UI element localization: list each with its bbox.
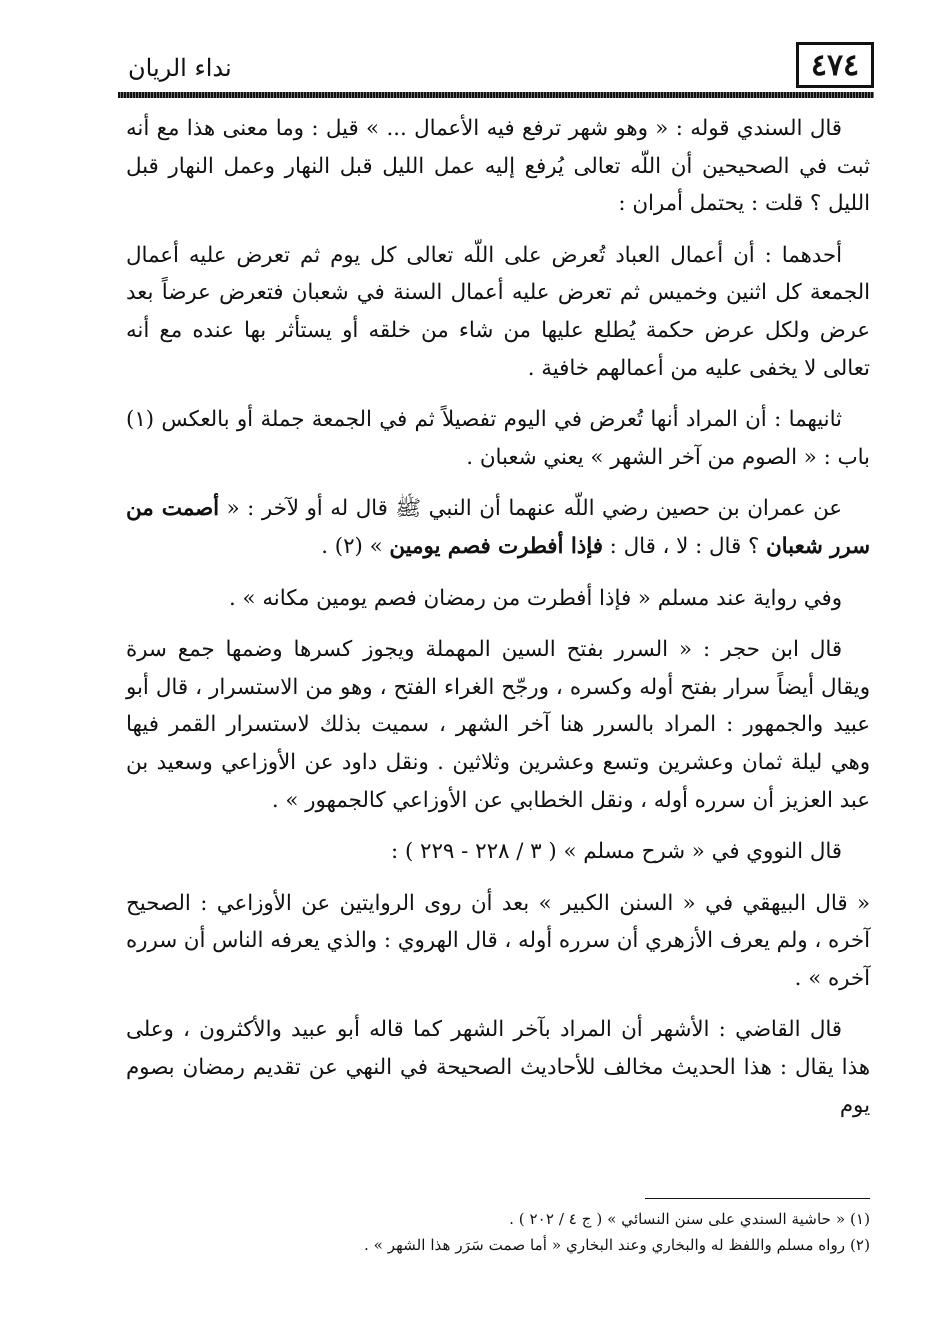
paragraph-ibn-hajar: قال ابن حجر : « السرر بفتح السين المهملة ويجوز كسرها وضمها جمع سرة ويقال أيضاً سرار بفتح أوله وكسره ، ورجّح الغراء الفتح ، وهو من الاستسرار ، قال أبو عبيد والجمهور : المراد بالسرر هنا آخر الشهر ، سميت بذلك لاستسرار القمر فيها وهي ليلة ثمان وعشرين وتسع وعشرين وثلاثين . ونقل داود عن الأوزاعي وسعيد بن عبد العزيز أن سرره أوله ، ونقل الخطابي عن الأوزاعي كالجمهور » . bbox=[126, 637, 870, 813]
footnote-2: (٢) رواه مسلم واللفظ له والبخاري وعند البخاري « أما صمت سَرَر هذا الشهر » . bbox=[363, 1236, 870, 1254]
paragraph-bayhaqi: « قال البيهقي في « السنن الكبير » بعد أن روى الروايتين عن الأوزاعي : الصحيح آخره ، ولم يعرف الأزهري أن سرره أوله ، قال الهروي : والذي يعرفه الناس أن سرره آخره » . bbox=[126, 890, 870, 991]
paragraph-hadith bbox=[126, 490, 870, 565]
paragraph-second-matter: ثانيهما : أن المراد أنها تُعرض في اليوم تفصيلاً ثم في الجمعة جملة أو بالعكس (١) باب : « الصوم من آخر الشهر » يعني شعبان . bbox=[126, 407, 870, 470]
footnote-1: (١) « حاشية السندي على سنن النسائي » ( ج ٤ / ٢٠٢ ) . bbox=[509, 1210, 870, 1228]
header-rule bbox=[118, 92, 874, 98]
hadith-intro: عن عمران بن حصين رضي اللّه عنهما أن النبي ﷺ قال له أو لآخر : « bbox=[226, 496, 842, 522]
hadith-reply: ؟ قال : لا ، قال : bbox=[609, 533, 760, 559]
paragraph-nawawi: قال النووي في « شرح مسلم » ( ٣ / ٢٢٨ - ٢٢٩ ) : bbox=[391, 839, 842, 865]
hadith-question: أصمت من سرر شعبان bbox=[126, 496, 870, 559]
main-text bbox=[126, 110, 870, 1138]
paragraph-muslim-narration: وفي رواية عند مسلم « فإذا أفطرت من رمضان فصم يومين مكانه » . bbox=[229, 585, 842, 611]
paragraph-first-matter: أحدهما : أن أعمال العباد تُعرض على اللّه تعالى كل يوم ثم تعرض عليه أعمال الجمعة كل اثنين وخميس ثم تعرض عليه أعمال السنة في شعبان فتعرض عرضاً بعد عرض ولكل عرض حكمة يُطلع عليها من شاء من خلقه أو يستأثر بها عنده مع أنه تعالى لا يخفى عليه من أعمالهم خافية . bbox=[126, 242, 870, 381]
paragraph-qadi: قال القاضي : الأشهر أن المراد بآخر الشهر كما قاله أبو عبيد والأكثرون ، وعلى هذا يقال : هذا الحديث مخالف للأحاديث الصحيحة في النهي عن تقديم رمضان بصوم يوم bbox=[126, 1017, 870, 1118]
footnote-separator bbox=[645, 1198, 870, 1199]
hadith-close: » (٢) . bbox=[321, 533, 383, 559]
page-number: ٤٧٤ bbox=[796, 42, 874, 88]
footnotes bbox=[126, 1206, 870, 1258]
paragraph-sindi: قال السندي قوله : « وهو شهر ترفع فيه الأعمال ... » قيل : وما معنى هذا مع أنه ثبت في الصحيحين أن اللّه تعالى يُرفع إليه عمل الليل قبل النهار وعمل النهار قبل الليل ؟ قلت : يحتمل أمران : bbox=[126, 116, 870, 217]
book-title: نداء الريان bbox=[128, 54, 232, 82]
page-header bbox=[118, 42, 874, 100]
hadith-command: فإذا أفطرت فصم يومين bbox=[389, 533, 603, 559]
